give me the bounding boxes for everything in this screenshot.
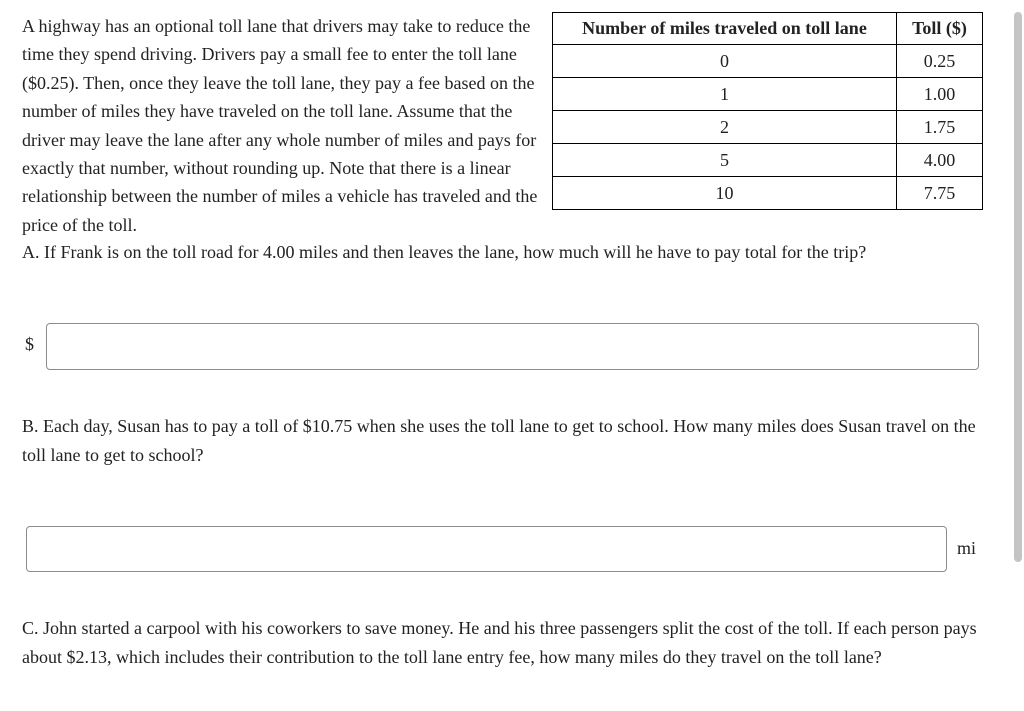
answer-a-input[interactable] — [46, 323, 979, 370]
cell-miles: 0 — [553, 45, 897, 78]
toll-table — [552, 12, 983, 210]
header-miles: Number of miles traveled on toll lane — [553, 13, 897, 45]
cell-miles: 1 — [553, 78, 897, 111]
table-row — [553, 144, 983, 177]
table-row — [553, 45, 983, 78]
question-b-text: B. Each day, Susan has to pay a toll of $10.75 when she uses the toll lane to get to school. How many miles does Susan travel on the toll lane to get to school? — [22, 416, 976, 465]
table-row — [553, 78, 983, 111]
cell-toll: 7.75 — [897, 177, 983, 210]
miles-unit-suffix: mi — [957, 538, 977, 558]
table-row — [553, 111, 983, 144]
answer-b-input[interactable] — [26, 526, 947, 572]
table-row — [553, 177, 983, 210]
cell-miles: 5 — [553, 144, 897, 177]
cell-toll: 0.25 — [897, 45, 983, 78]
cell-toll: 1.75 — [897, 111, 983, 144]
cell-miles: 10 — [553, 177, 897, 210]
scrollbar-thumb[interactable] — [1014, 12, 1022, 562]
cell-toll: 4.00 — [897, 144, 983, 177]
cell-miles: 2 — [553, 111, 897, 144]
header-toll: Toll ($) — [897, 13, 983, 45]
question-c-text: C. John started a carpool with his coworkers to save money. He and his three passengers split the cost of the toll. If each person pays about $2.13, which includes their contribution to the toll lane entry fee, how many miles do they travel on the toll lane? — [22, 618, 977, 667]
dollar-prefix: $ — [25, 334, 34, 354]
cell-toll: 1.00 — [897, 78, 983, 111]
table-header-row — [553, 13, 983, 45]
problem-intro: A highway has an optional toll lane that drivers may take to reduce the time they spend driving. Drivers pay a small fee to enter the toll lane ($0.25). Then, once they leave the toll lane, they pay a fee based on the number of miles they have traveled on the toll lane. Assume that the driver may leave the lane after any whole number of miles and pays for exactly that number, without rounding up. Note that there is a linear relationship between the number of miles a vehicle has traveled and the price of the toll. — [22, 16, 538, 235]
question-a-text: A. If Frank is on the toll road for 4.00 miles and then leaves the lane, how much will he have to pay total for the trip? — [22, 242, 867, 262]
